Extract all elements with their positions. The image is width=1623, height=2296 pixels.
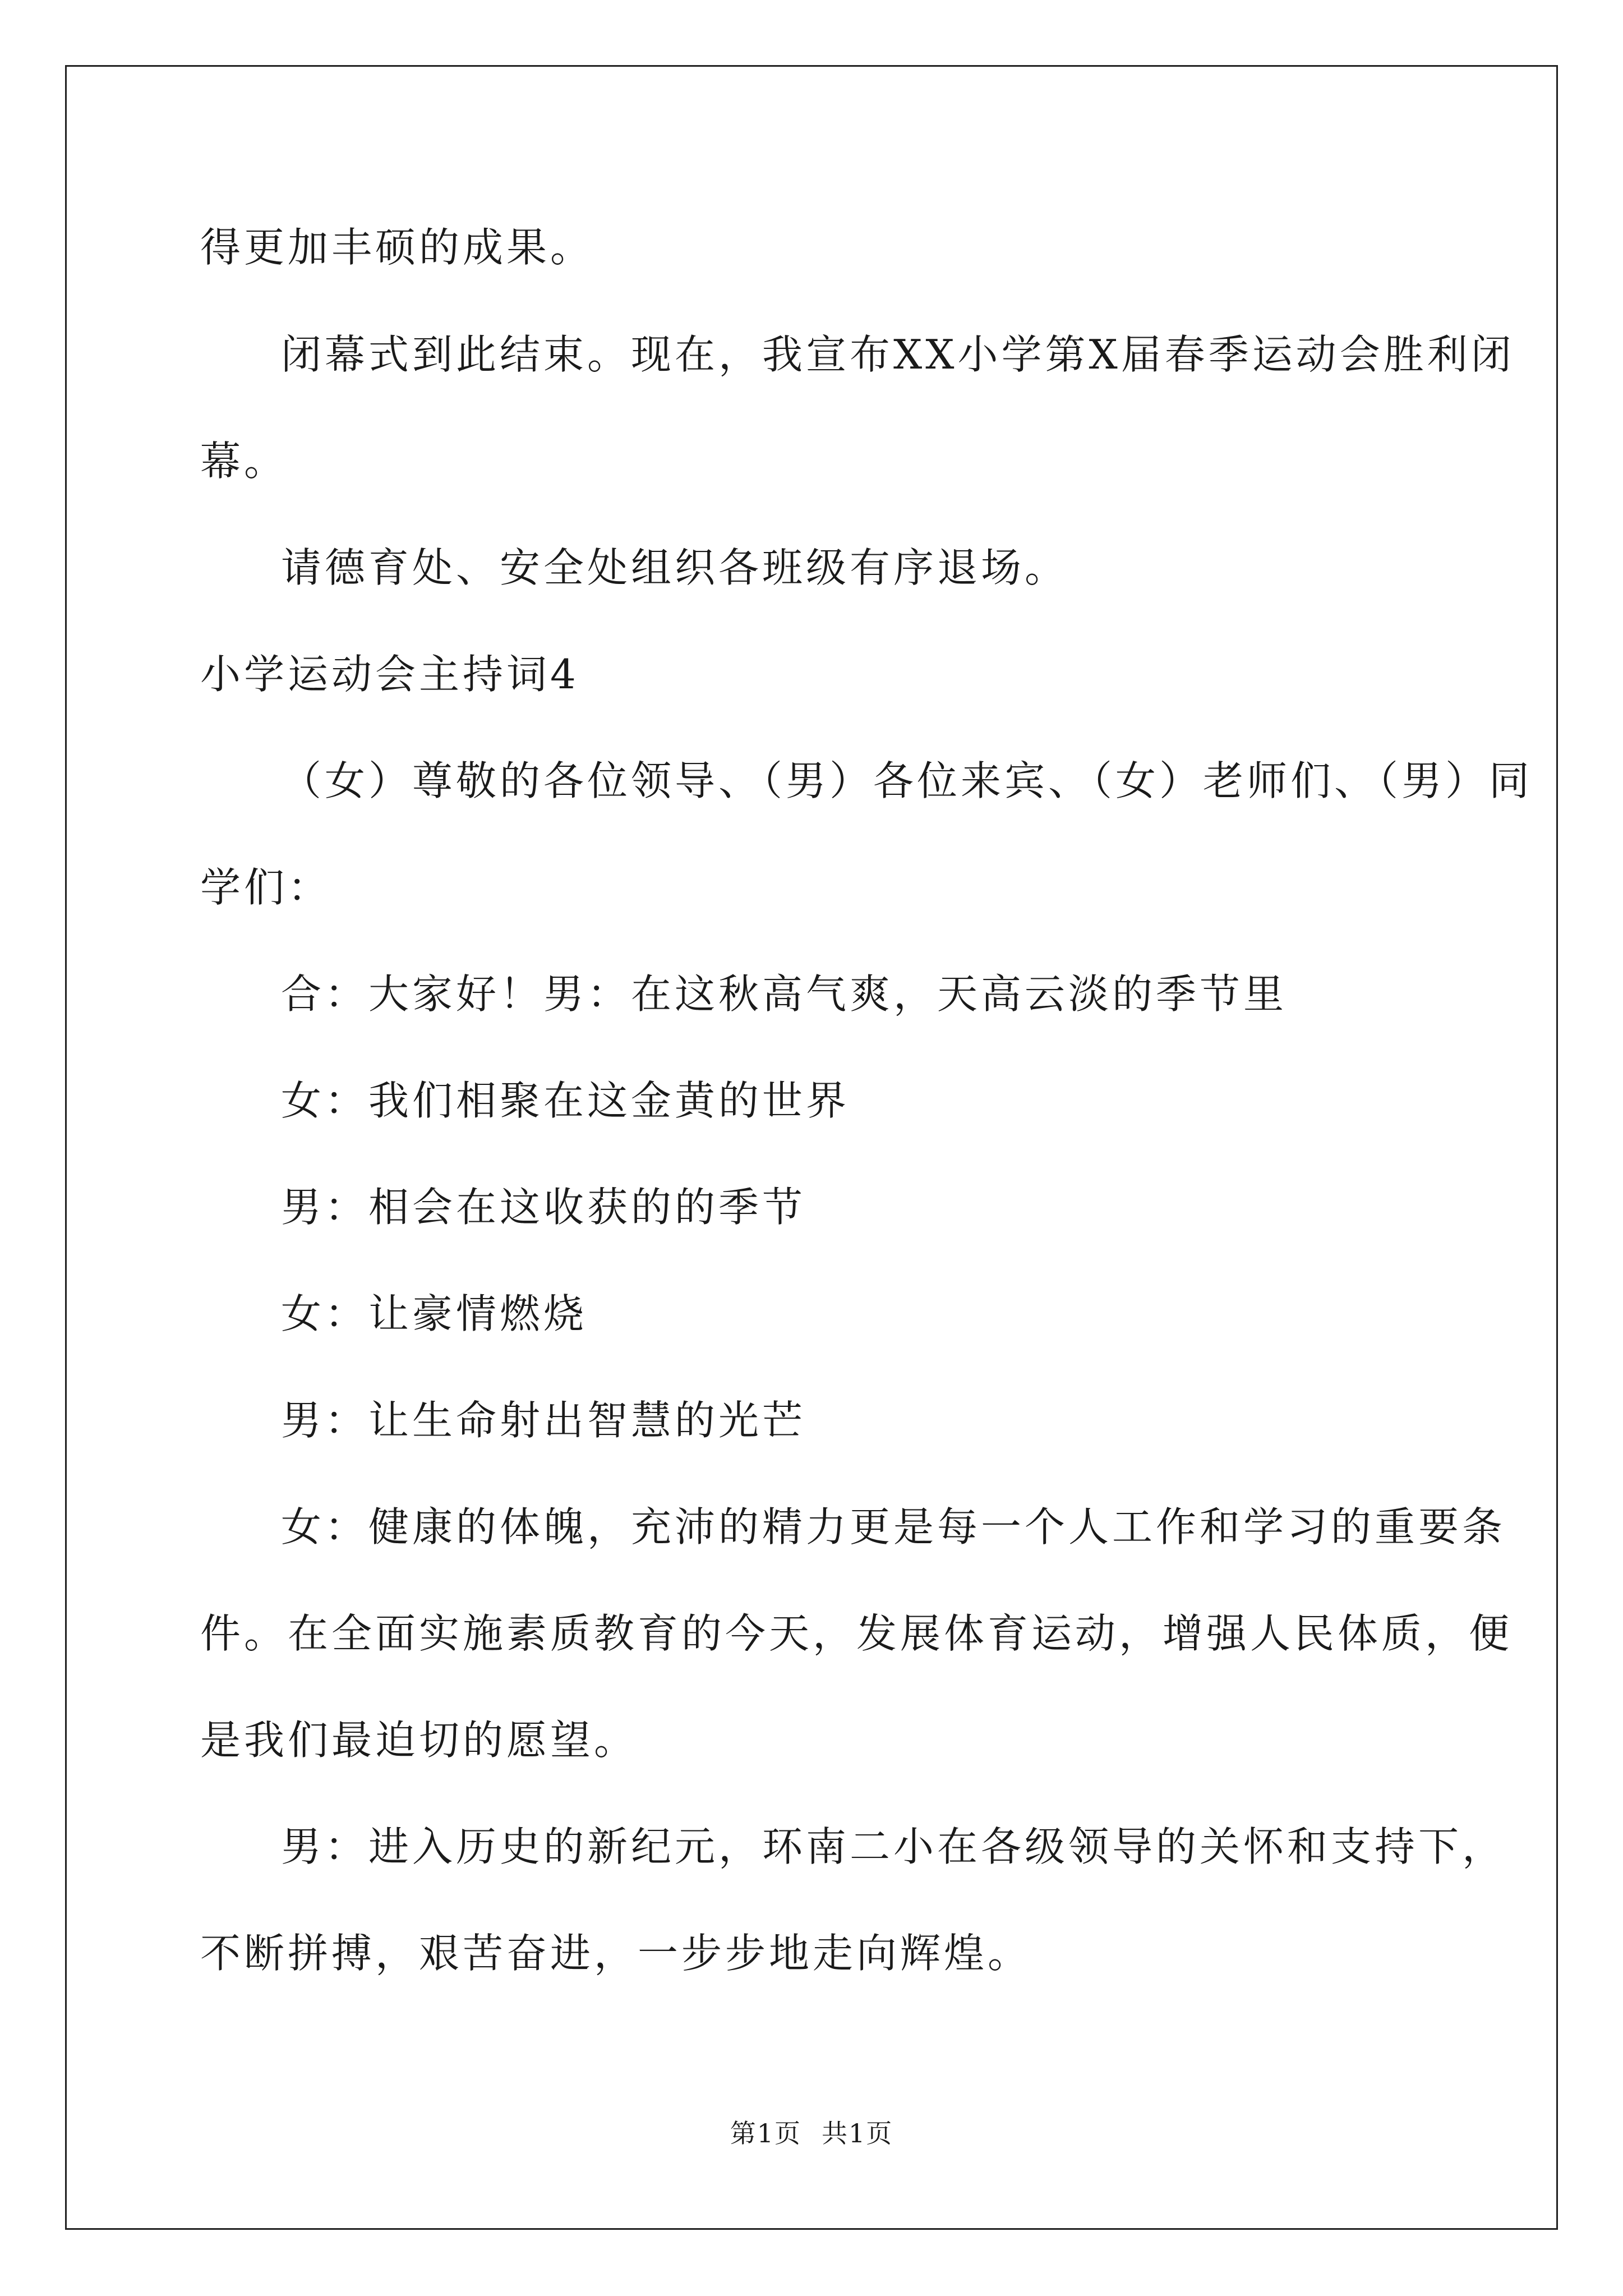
paragraph-line: 得更加丰硕的成果。	[200, 224, 594, 271]
page-footer	[0, 2120, 1623, 2146]
paragraph-line: 男：相会在这收获的的季节	[281, 1184, 806, 1231]
paragraph-line: 幕。	[200, 438, 288, 485]
paragraph-line: 合：大家好！男：在这秋高气爽，天高云淡的季节里	[281, 970, 1288, 1018]
paragraph-line: 不断拼搏，艰苦奋进，一步步地走向辉煌。	[200, 1930, 1032, 1977]
paragraph-line: 请德育处、安全处组织各班级有序退场。	[281, 544, 1069, 591]
page-total: 共1页	[822, 2118, 893, 2148]
paragraph-line: 女：让豪情燃烧	[281, 1290, 588, 1337]
paragraph-line: 是我们最迫切的愿望。	[200, 1717, 638, 1764]
paragraph-line: 女：健康的体魄，充沛的精力更是每一个人工作和学习的重要条	[281, 1503, 1506, 1550]
paragraph-line: 闭幕式到此结束。现在，我宣布XX小学第X届春季运动会胜利闭	[281, 331, 1515, 378]
paragraph-line: 男：让生命射出智慧的光芒	[281, 1397, 806, 1444]
section-heading: 小学运动会主持词4	[200, 651, 579, 698]
paragraph-line: 男：进入历史的新纪元，环南二小在各级领导的关怀和支持下，	[281, 1823, 1506, 1870]
paragraph-line: 学们：	[200, 864, 332, 911]
page-border	[65, 65, 1558, 2230]
paragraph-line: （女）尊敬的各位领导、（男）各位来宾、（女）老师们、（男）同	[281, 757, 1533, 804]
paragraph-line: 女：我们相聚在这金黄的世界	[281, 1077, 850, 1124]
page-number: 第1页	[730, 2118, 801, 2148]
paragraph-line: 件。在全面实施素质教育的今天，发展体育运动，增强人民体质，便	[200, 1610, 1513, 1657]
